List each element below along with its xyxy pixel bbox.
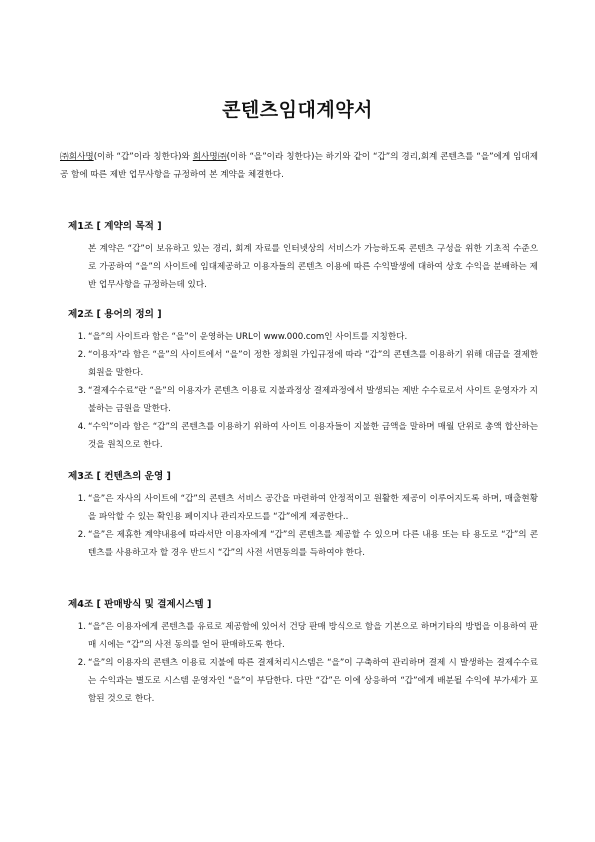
article-2 (68, 306, 538, 454)
item-number: 1. (77, 622, 86, 632)
article-4 (68, 596, 538, 708)
item-number: 4. (77, 422, 86, 432)
list-item (68, 526, 538, 562)
article-1-paragraph: 본 계약은 “갑”이 보유하고 있는 경리, 회계 자료를 인터넷상의 서비스가 가능하도록 콘텐츠 구성을 위한 기초적 수준으로 가공하여 “을”의 사이트에 임대제공하고 이용자들의 콘텐츠 이용에 따른 수익발생에 대하여 상호 수익을 분배하는 제반 업무사항을 규정하는데 있다. (88, 244, 538, 290)
list-item (68, 418, 538, 454)
article-3-title: 제3조 [ 컨텐츠의 운영 ] (68, 471, 171, 482)
article-1 (68, 218, 538, 294)
article-3 (68, 468, 538, 562)
item-number: 2. (77, 350, 86, 360)
article-3-list (68, 490, 538, 562)
item-text: “을”은 자사의 사이트에 “갑”의 콘텐츠 서비스 공간을 마련하여 안정적이고 원활한 제공이 이루어지도록 하며, 매출현황을 파악할 수 있는 확인용 페이지나 관리자모드를 “갑”에게 제공한다.. (88, 494, 538, 522)
item-text: “결제수수료”란 “을”의 이용자가 콘텐츠 이용료 지불과정상 결제과정에서 발생되는 제반 수수료로서 사이트 운영자가 지불하는 금원을 말한다. (88, 386, 538, 414)
party-a-name: ㈜회사명 (60, 152, 94, 162)
article-4-title: 제4조 [ 판매방식 및 결제시스템 ] (68, 599, 212, 610)
item-text: “수익”이라 함은 “갑”의 콘텐츠를 이용하기 위하여 사이트 이용자들이 지불한 금액을 말하며 매월 단위로 총액 합산하는 것을 원칙으로 한다. (88, 422, 538, 450)
article-4-list (68, 618, 538, 708)
item-text: “을”의 이용자의 콘텐츠 이용료 지불에 따른 결제처리시스템은 “을”이 구축하여 관리하며 결제 시 발생하는 결제수수료는 수익과는 별도로 시스템 운영자인 “을”이 부담한다. 다만 “갑”은 이에 상응하여 “갑”에게 배분될 수익에 부가세가 포함된 것으로 한다. (88, 658, 538, 704)
item-number: 1. (77, 332, 86, 342)
article-2-list (68, 328, 538, 454)
item-text: “을”은 제휴한 계약내용에 따라서만 이용자에게 “갑”의 콘텐츠를 제공할 수 있으며 다른 내용 또는 타 용도로 “갑”의 콘텐츠를 사용하고자 할 경우 반드시 “갑”의 사전 서면동의를 득하여야 한다. (88, 530, 538, 558)
list-item (68, 382, 538, 418)
item-text: “을”의 사이트라 함은 “을”이 운영하는 URL이 www.000.com인 사이트를 지칭한다. (88, 332, 408, 342)
item-number: 3. (77, 386, 86, 396)
party-b-name: 회사명㈜ (192, 152, 227, 162)
intro-text-1: (이하 “갑”이라 칭한다)와 (93, 152, 193, 162)
list-item (68, 490, 538, 526)
item-text: “이용자”라 함은 “을”의 사이트에서 “을”이 정한 정회원 가입규정에 따라 “갑”의 콘텐츠를 이용하기 위해 대금을 결제한 회원을 말한다. (88, 350, 538, 378)
item-number: 1. (77, 494, 86, 504)
article-2-title: 제2조 [ 용어의 정의 ] (68, 309, 162, 320)
list-item (68, 328, 538, 346)
list-item (68, 346, 538, 382)
list-item (68, 618, 538, 654)
document-title: 콘텐츠임대계약서 (222, 99, 373, 121)
item-text: “을”은 이용자에게 콘텐츠를 유료로 제공함에 있어서 건당 판매 방식으로 함을 기본으로 하며기타의 방법을 이용하여 판매 시에는 “갑”의 사전 동의를 얻어 판매하도록 한다. (88, 622, 538, 650)
intro-paragraph (60, 148, 538, 184)
item-number: 2. (77, 530, 86, 540)
article-1-title: 제1조 [ 계약의 목적 ] (68, 221, 162, 232)
intro-text-2: (이하 “을”이라 칭한다)는 하기와 같이 “갑”의 경리,회계 콘텐츠를 “을”에게 임대제공 함에 따른 제반 업무사항을 규정하여 본 계약을 체결한다. (60, 152, 538, 180)
list-item (68, 654, 538, 708)
item-number: 2. (77, 658, 86, 668)
